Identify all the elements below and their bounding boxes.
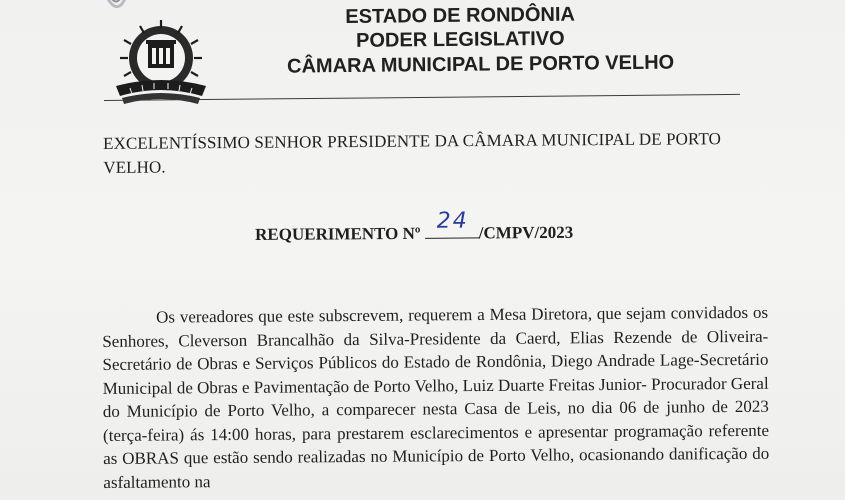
requerimento-suffix: /CMPV/2023 — [478, 222, 574, 243]
request-paragraph: Os vereadores que este subscrevem, requerem a Mesa Diretora, que sejam convidados os Senhores, Cleverson Brancalhão da Silva-Presidente da Caerd, Elias Rezende de Oliveira- Secretário de Obras e Serviços Públicos do Estado de Rondônia, Diego Andrade Lage-Secretário Municipal de Obras e Pavimentação de Porto Velho, Luiz Duarte Freitas Junior- Procurador Geral do Município de Porto Velho, a comparecer nesta Casa de Leis, no dia 06 de junho de 2023 (terça-feira) ás 14:00 horas, para prestarem esclarecimentos e apresentar programação referente as OBRAS que estão sendo realizadas no Município de Porto Velho, ocasionando danificação do asfaltamento na — [102, 302, 770, 492]
requerimento-prefix: REQUERIMENTO Nº — [255, 223, 421, 244]
header-power: PODER LEGISLATIVO — [355, 27, 565, 52]
addressee-line: EXCELENTÍSSIMO SENHOR PRESIDENTE DA CÂMARA MUNICIPAL DE PORTO VELHO. — [103, 129, 722, 177]
handwritten-number: 24 — [436, 208, 469, 234]
document-header — [250, 1, 711, 80]
camara-municipal-seal-icon — [110, 16, 212, 112]
request-body — [102, 301, 769, 494]
requerimento-number-blank — [425, 208, 479, 238]
requerimento-title — [255, 208, 675, 247]
header-chamber: CÂMARA MUNICIPAL DE PORTO VELHO — [286, 51, 675, 78]
header-state: ESTADO DE RONDÔNIA — [345, 3, 576, 29]
